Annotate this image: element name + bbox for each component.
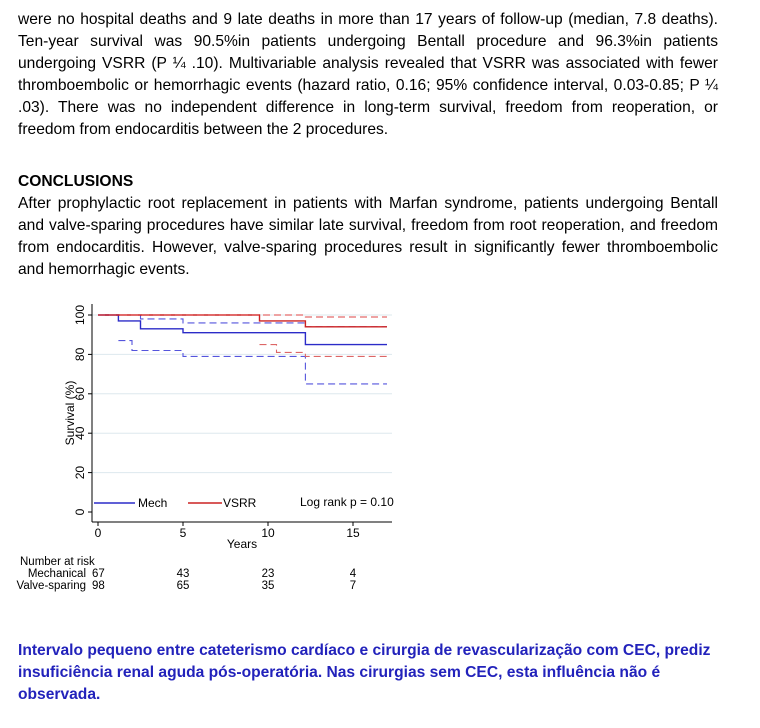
risk-row-mechanical-label: Mechanical xyxy=(27,568,86,580)
confidence-bound-curve xyxy=(118,315,387,327)
risk-table-cell: 43 xyxy=(176,568,190,580)
risk-table-cell: 65 xyxy=(176,580,190,592)
risk-table xyxy=(17,556,357,592)
confidence-bound-curve xyxy=(118,341,387,384)
risk-table-cell: 35 xyxy=(261,580,275,592)
y-tick-label: 0 xyxy=(73,508,87,516)
risk-table-cell: 4 xyxy=(349,568,357,580)
conclusions-paragraph: After prophylactic root replacement in patients with Marfan syndrome, patients undergoing Bentall and valve-sparing procedures have similar late survival, freedom from root reoperation, and freedom from endocarditis. However, valve-sparing procedures result in significantly fewer thromboembolic and hemorrhagic events. xyxy=(18,195,718,278)
risk-table-header: Number at risk xyxy=(20,556,95,568)
x-tick-label: 5 xyxy=(179,526,187,540)
x-tick-label: 0 xyxy=(94,526,102,540)
y-tick-label: 40 xyxy=(73,426,87,440)
series-layer xyxy=(98,315,387,384)
legend-vsrr-label: VSRR xyxy=(223,496,257,510)
y-tick-label: 60 xyxy=(73,387,87,401)
logrank-annotation: Log rank p = 0.10 xyxy=(300,495,394,509)
x-tick-label: 15 xyxy=(346,526,360,540)
risk-row-valve-sparing-label: Valve-sparing xyxy=(16,580,86,592)
axes-layer xyxy=(92,304,392,522)
conclusions-heading: CONCLUSIONS xyxy=(18,173,134,190)
y-tick-label: 80 xyxy=(73,347,87,362)
risk-table-cell: 98 xyxy=(92,580,105,592)
x-axis-label: Years xyxy=(226,537,258,551)
legend xyxy=(94,495,394,510)
y-axis-label: Survival (%) xyxy=(63,380,77,446)
grid-layer xyxy=(92,315,392,473)
y-tick-label: 100 xyxy=(73,304,87,326)
risk-table-cell: 7 xyxy=(349,580,357,592)
risk-table-cell: 23 xyxy=(261,568,275,580)
y-tick-label: 20 xyxy=(73,465,87,480)
legend-mech-label: Mech xyxy=(138,496,168,510)
risk-table-cell: 67 xyxy=(92,568,105,580)
survival-chart xyxy=(0,290,420,608)
bottom-note: Intervalo pequeno entre cateterismo cardíaco e cirurgia de revascularização com CEC, prediz insuficiência renal aguda pós-operatória. Nas cirurgias sem CEC, esta influência não é observada. xyxy=(18,642,711,703)
results-paragraph: were no hospital deaths and 9 late deaths in more than 17 years of follow-up (median, 7.8 deaths). Ten-year survival was 90.5%in patients undergoing Bentall procedure and 96.3%in patients undergoing VSRR (P ¼ .10). Multivariable analysis revealed that VSRR was associated with fewer thromboembolic or hemorrhagic events (hazard ratio, 0.16; 95% confidence interval, 0.03-0.85; P ¼ .03). There was no independent difference in long-term survival, freedom from reoperation, or freedom from endocarditis between the 2 procedures. xyxy=(18,11,718,138)
x-tick-label: 10 xyxy=(261,526,275,540)
